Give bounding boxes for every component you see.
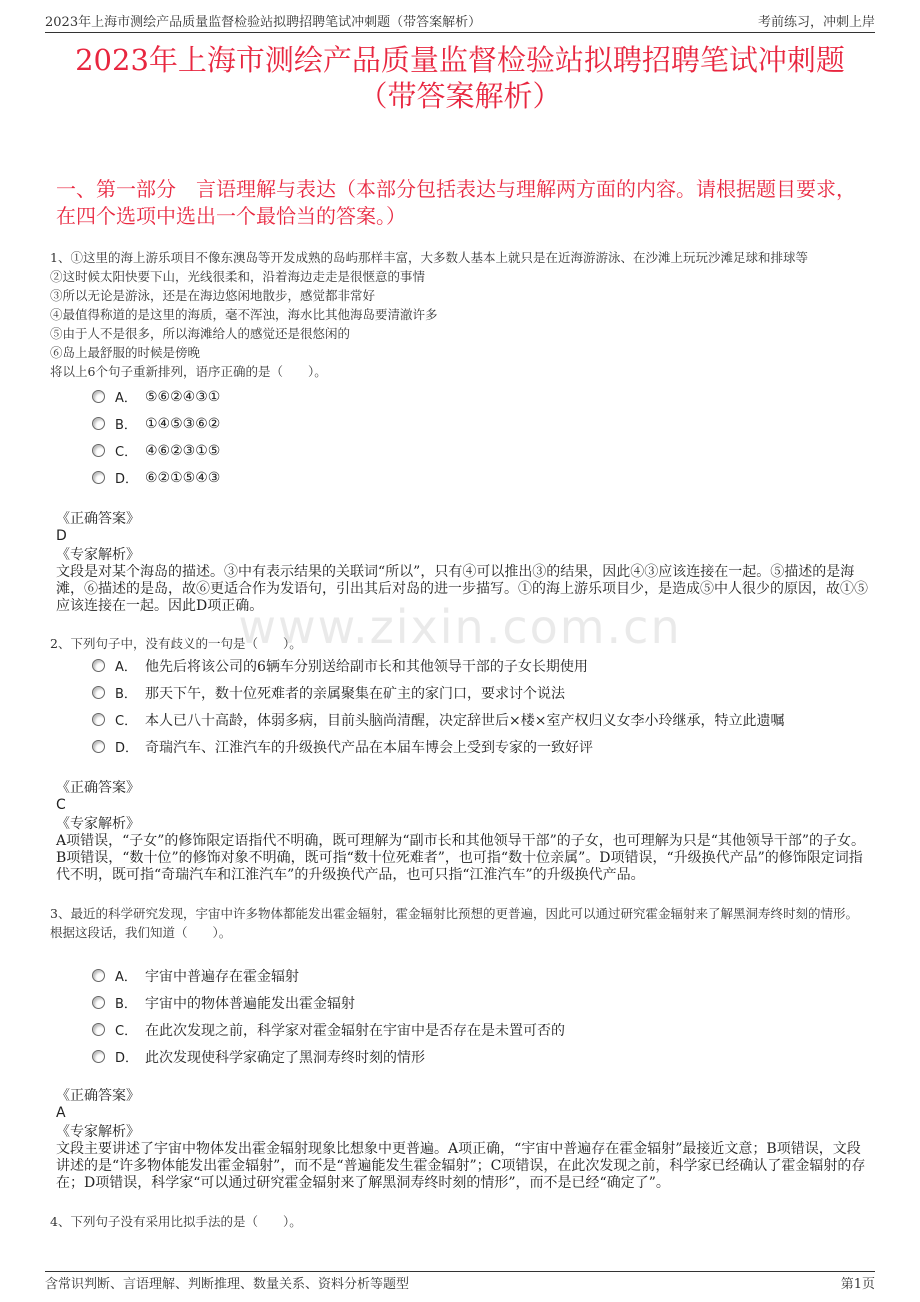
question-3-answer [56, 1088, 872, 1192]
option-d[interactable] [92, 464, 220, 491]
question-3-stem [50, 904, 872, 942]
option-text: ④⑥②③①⑤ [145, 442, 221, 459]
page-number: 第1页 [840, 1277, 875, 1292]
option-letter: A． [115, 660, 137, 675]
radio-button-icon[interactable] [92, 444, 105, 457]
option-a[interactable] [92, 652, 784, 679]
page-footer [45, 1271, 875, 1292]
option-text: 奇瑞汽车、江淮汽车的升级换代产品在本届车博会上受到专家的一致好评 [145, 739, 593, 756]
question-2-answer [56, 780, 872, 884]
option-text: 在此次发现之前，科学家对霍金辐射在宇宙中是否存在是未置可否的 [145, 1022, 565, 1039]
option-text: 他先后将该公司的6辆车分别送给副市长和其他领导干部的子女长期使用 [145, 658, 588, 675]
question-2-stem [50, 634, 872, 653]
answer-value: A [56, 1105, 66, 1121]
analysis-label: 《专家解析》 [56, 547, 140, 563]
option-a[interactable] [92, 962, 565, 989]
option-letter: D． [115, 741, 139, 756]
question-line: ③所以无论是游泳，还是在海边悠闲地散步，感觉都非常好 [50, 288, 376, 303]
radio-button-icon[interactable] [92, 686, 105, 699]
radio-button-icon[interactable] [92, 969, 105, 982]
question-1-stem [50, 248, 872, 381]
analysis-label: 《专家解析》 [56, 816, 140, 832]
answer-value: D [56, 528, 67, 544]
question-3-options [92, 962, 565, 1070]
answer-value: C [56, 797, 66, 813]
answer-label: 《正确答案》 [56, 511, 140, 527]
option-text: 那天下午，数十位死难者的亲属聚集在矿主的家门口，要求讨个说法 [145, 685, 565, 702]
question-line: 将以上6个句子重新排列，语序正确的是（ ）。 [50, 364, 327, 379]
question-line: 1、①这里的海上游乐项目不像东澳岛等开发成熟的岛屿那样丰富，大多数人基本上就只是在近海游游泳、在沙滩上玩玩沙滩足球和排球等 [50, 250, 808, 265]
option-b[interactable] [92, 989, 565, 1016]
title-line-2: （带答案解析） [358, 79, 562, 113]
answer-label: 《正确答案》 [56, 1088, 140, 1104]
radio-button-icon[interactable] [92, 740, 105, 753]
option-c[interactable] [92, 706, 784, 733]
option-text: ①④⑤③⑥② [145, 415, 221, 432]
answer-label: 《正确答案》 [56, 780, 140, 796]
radio-button-icon[interactable] [92, 659, 105, 672]
question-line: ②这时候太阳快要下山，光线很柔和，沿着海边走走是很惬意的事情 [50, 269, 426, 284]
analysis-text: A项错误，“子女”的修饰限定语指代不明确，既可理解为“副市长和其他领导干部”的子女，也可理解为只是“其他领导干部”的子女。B项错误，“数十位”的修饰对象不明确，既可指“数十位死难者”，也可指“数十位亲属”。D项错误，“升级换代产品”的修饰限定词指代不明，既可指“奇瑞汽车和江淮汽车”的升级换代产品，也可只指“江淮汽车”的升级换代产品。 [56, 833, 866, 883]
radio-button-icon[interactable] [92, 471, 105, 484]
radio-button-icon[interactable] [92, 996, 105, 1009]
option-text: 宇宙中的物体普遍能发出霍金辐射 [145, 995, 355, 1012]
question-1-answer [56, 511, 872, 615]
option-text: 宇宙中普遍存在霍金辐射 [145, 968, 299, 985]
page-title [40, 42, 880, 114]
option-a[interactable] [92, 383, 220, 410]
radio-button-icon[interactable] [92, 713, 105, 726]
option-letter: C． [115, 1024, 138, 1039]
option-b[interactable] [92, 679, 784, 706]
analysis-label: 《专家解析》 [56, 1124, 140, 1140]
question-line: 2、下列句子中，没有歧义的一句是（ ）。 [50, 636, 302, 651]
question-2-options [92, 652, 784, 760]
radio-button-icon[interactable] [92, 390, 105, 403]
question-line: 根据这段话，我们知道（ ）。 [50, 925, 232, 940]
question-1-options [92, 383, 220, 491]
title-line-1: 2023年上海市测绘产品质量监督检验站拟聘招聘笔试冲刺题 [75, 43, 845, 77]
option-letter: D． [115, 472, 139, 487]
radio-button-icon[interactable] [92, 1050, 105, 1063]
question-line: ⑥岛上最舒服的时候是傍晚 [50, 345, 201, 360]
option-letter: D． [115, 1051, 139, 1066]
page-header [45, 8, 875, 33]
header-left-text: 2023年上海市测绘产品质量监督检验站拟聘招聘笔试冲刺题（带答案解析） [45, 15, 482, 30]
analysis-text: 文段是对某个海岛的描述。③中有表示结果的关联词“所以”，只有④可以推出③的结果，因此④③应该连接在一起。⑤描述的是海滩，⑥描述的是岛，故⑥更适合作为发语句，引出其后对岛的进一步描写。①的海上游乐项目少，是造成⑤中人很少的原因，故①⑤应该连接在一起。因此D项正确。 [56, 564, 868, 614]
option-letter: A． [115, 970, 137, 985]
option-text: 本人已八十高龄，体弱多病，目前头脑尚清醒，决定辞世后×楼×室产权归义女李小玲继承，特立此遗嘱 [145, 712, 785, 729]
option-letter: C． [115, 445, 138, 460]
option-text: ⑤⑥②④③① [145, 388, 221, 405]
option-letter: B． [115, 687, 137, 702]
header-right-text: 考前练习，冲刺上岸 [757, 15, 875, 30]
radio-button-icon[interactable] [92, 417, 105, 430]
option-letter: B． [115, 418, 137, 433]
question-line: 3、最近的科学研究发现，宇宙中许多物体都能发出霍金辐射，霍金辐射比预想的更普遍，因此可以通过研究霍金辐射来了解黑洞寿终时刻的情形。 [50, 906, 858, 921]
option-d[interactable] [92, 1043, 565, 1070]
option-letter: B． [115, 997, 137, 1012]
option-text: 此次发现使科学家确定了黑洞寿终时刻的情形 [145, 1049, 425, 1066]
option-d[interactable] [92, 733, 784, 760]
question-line: ④最值得称道的是这里的海质，毫不浑浊，海水比其他海岛要清澈许多 [50, 307, 438, 322]
question-4-stem [50, 1212, 872, 1231]
option-text: ⑥②①⑤④③ [145, 469, 221, 486]
question-line: ⑤由于人不是很多，所以海滩给人的感觉还是很悠闲的 [50, 326, 351, 341]
analysis-text: 文段主要讲述了宇宙中物体发出霍金辐射现象比想象中更普遍。A项正确，“宇宙中普遍存在霍金辐射”最接近文意；B项错误，文段讲述的是“许多物体能发出霍金辐射”，而不是“普遍能发生霍金辐射”；C项错误，在此次发现之前，科学家已经确认了霍金辐射的存在；D项错误，科学家“可以通过研究霍金辐射来了解黑洞寿终时刻的情形”，而不是已经“确定了”。 [56, 1141, 866, 1191]
option-letter: C． [115, 714, 138, 729]
section-heading: 一、第一部分 言语理解与表达（本部分包括表达与理解两方面的内容。请根据题目要求，在四个选项中选出一个最恰当的答案。） [56, 177, 856, 228]
footer-left-text: 含常识判断、言语理解、判断推理、数量关系、资料分析等题型 [45, 1277, 410, 1292]
option-b[interactable] [92, 410, 220, 437]
question-line: 4、下列句子没有采用比拟手法的是（ ）。 [50, 1214, 302, 1229]
watermark: www.zixin.com.cn [238, 600, 682, 654]
option-c[interactable] [92, 437, 220, 464]
option-c[interactable] [92, 1016, 565, 1043]
radio-button-icon[interactable] [92, 1023, 105, 1036]
option-letter: A． [115, 391, 137, 406]
